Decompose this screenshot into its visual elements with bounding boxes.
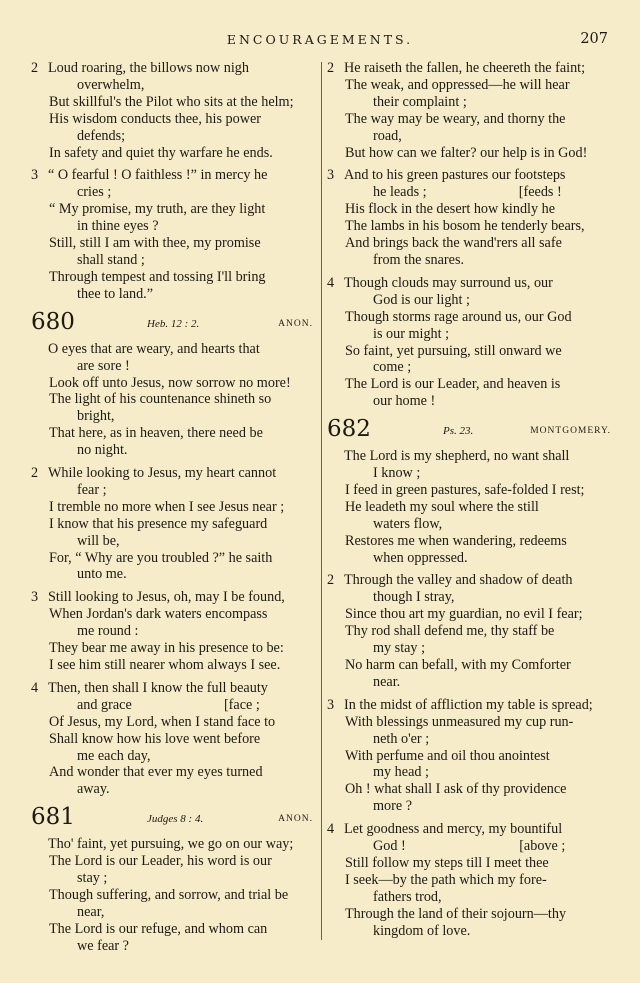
verse-line: But skillful's the Pilot who sits at the helm;: [49, 93, 294, 110]
hymn-author: ANON.: [278, 814, 313, 825]
verse-line: O eyes that are weary, and hearts that: [48, 340, 260, 357]
stanza: [327, 821, 615, 939]
stanza: [31, 465, 317, 583]
verse-line: Loud roaring, the billows now nigh: [48, 60, 249, 76]
verse-line: Let goodness and mercy, my bountiful: [344, 821, 563, 838]
verse-line: kingdom of love.: [373, 922, 471, 939]
verse-line: The way may be weary, and thorny the: [345, 110, 566, 127]
verse-line: more ?: [373, 798, 412, 815]
verse-line: is our might ;: [373, 325, 450, 342]
verse-line: fear ;: [77, 481, 107, 498]
verse-line: Though suffering, and sorrow, and trial be: [49, 886, 289, 903]
verse-line: my stay ;: [373, 640, 426, 657]
left-column: [31, 60, 317, 961]
stanza-number: 3: [327, 696, 335, 713]
verse-line: shall stand ;: [77, 251, 145, 268]
verse-line: But how can we falter? our help is in God!: [345, 144, 588, 161]
verse-line: thee to land.”: [77, 285, 154, 302]
verse-line: he leads ; [feeds !: [373, 184, 562, 201]
verse-line: He raiseth the fallen, he cheereth the faint;: [344, 60, 586, 76]
verse-line: No harm can befall, with my Comforter: [345, 657, 571, 673]
verse-line: When Jordan's dark waters encompass: [49, 606, 268, 623]
verse-line: Thy rod shall defend me, thy staff be: [345, 623, 555, 640]
verse-line: and grace [face ;: [77, 696, 260, 713]
verse-line: In the midst of affliction my table is spread;: [344, 696, 593, 713]
stanza-number: 2: [31, 60, 39, 76]
stanza-number: 2: [31, 465, 39, 482]
verse-line: Oh ! what shall I ask of thy providence: [345, 781, 567, 798]
verse-line: are sore !: [77, 357, 130, 374]
verse-line: Still looking to Jesus, oh, may I be found,: [48, 589, 285, 606]
hymn-681-text: [31, 836, 317, 954]
verse-line: His flock in the desert how kindly he: [345, 201, 556, 218]
verse-line: road,: [373, 127, 402, 144]
stanza-number: 3: [31, 589, 39, 606]
page-number: 207: [580, 31, 608, 47]
stanza: [327, 448, 615, 566]
hymn-680-heading: [31, 309, 317, 339]
verse-line: my head ;: [373, 764, 429, 781]
verse-line: God is our light ;: [373, 291, 470, 308]
verse-line: from the snares.: [373, 251, 465, 268]
stanza-number: 4: [327, 274, 335, 291]
stanza: [31, 341, 317, 459]
stanza-number: 2: [327, 572, 335, 589]
verse-line: cries ;: [77, 184, 112, 201]
verse-line: Through the land of their sojourn—thy: [345, 905, 567, 922]
verse-line: While looking to Jesus, my heart cannot: [48, 465, 277, 482]
stanza: [31, 680, 317, 798]
verse-line: Though clouds may surround us, our: [344, 274, 553, 291]
verse-line: though I stray,: [373, 589, 455, 606]
verse-line: Tho' faint, yet pursuing, we go on our way;: [48, 836, 294, 853]
scripture-reference: Ps. 23.: [443, 425, 474, 438]
verse-line: The lambs in his bosom he tenderly bears,: [345, 218, 585, 235]
verse-line: no night.: [77, 442, 128, 459]
verse-line: The light of his countenance shineth so: [49, 391, 272, 408]
verse-line: With perfume and oil thou anointest: [345, 747, 550, 764]
verse-line: our home !: [373, 393, 436, 410]
verse-line: I know that his presence my safeguard: [49, 515, 268, 532]
stanza: [327, 697, 615, 815]
verse-line: God ! [above ;: [373, 838, 566, 855]
verse-line: The Lord is my shepherd, no want shall: [344, 448, 570, 465]
hymn-number: 681: [31, 804, 75, 831]
hymn-author: ANON.: [278, 318, 313, 329]
hymn-679-continued: [31, 60, 317, 303]
verse-line: His wisdom conducts thee, his power: [49, 110, 261, 127]
verse-line: “ My promise, my truth, are they light: [49, 201, 266, 218]
verse-line: Shall know how his love went before: [49, 730, 261, 747]
verse-line: I tremble no more when I see Jesus near ;: [49, 498, 285, 515]
verse-line: They bear me away in his presence to be:: [49, 640, 284, 657]
stanza-number: 4: [327, 821, 335, 838]
verse-line: And brings back the wand'rers all safe: [345, 235, 562, 252]
verse-line: For, “ Why are you troubled ?” he saith: [49, 549, 273, 566]
right-column: [327, 60, 615, 946]
verse-line: He leadeth my soul where the still: [345, 498, 539, 515]
hymn-682-heading: [327, 416, 615, 446]
scripture-reference: Judges 8 : 4.: [147, 813, 204, 826]
verse-line: will be,: [77, 532, 120, 549]
verse-line: unto me.: [77, 566, 127, 583]
verse-line: The Lord is our Leader, his word is our: [49, 853, 272, 870]
verse-line: in thine eyes ?: [77, 218, 159, 235]
verse-line: The Lord is our refuge, and whom can: [49, 920, 268, 937]
verse-line: Still, still I am with thee, my promise: [49, 235, 261, 252]
stanza-number: 3: [31, 167, 39, 184]
stanza: [31, 836, 317, 954]
stanza-number: 2: [327, 60, 335, 76]
stanza: [327, 572, 615, 690]
verse-line: I feed in green pastures, safe-folded I rest;: [345, 481, 585, 498]
stanza: [327, 275, 615, 410]
stanza-number: 3: [327, 167, 335, 184]
verse-line: neth o'er ;: [373, 730, 430, 747]
verse-line: Through tempest and tossing I'll bring: [49, 268, 266, 285]
stanza: [327, 60, 615, 161]
hymn-682-text: [327, 448, 615, 939]
verse-line: So faint, yet pursuing, still onward we: [345, 342, 562, 359]
verse-line: I know ;: [373, 465, 421, 482]
stanza: [31, 589, 317, 674]
verse-line: come ;: [373, 359, 412, 376]
verse-line: Then, then shall I know the full beauty: [48, 679, 268, 696]
verse-line: And wonder that ever my eyes turned: [49, 764, 263, 781]
hymn-681-heading: [31, 804, 317, 834]
verse-line: we fear ?: [77, 937, 129, 954]
verse-line: their complaint ;: [373, 93, 467, 110]
verse-line: Look off unto Jesus, now sorrow no more!: [49, 374, 291, 391]
verse-line: Restores me when wandering, redeems: [345, 532, 567, 549]
verse-line: away.: [77, 781, 110, 798]
verse-line: bright,: [77, 408, 115, 425]
verse-line: I see him still nearer whom always I see.: [49, 657, 281, 673]
stanza: [327, 167, 615, 268]
scripture-reference: Heb. 12 : 2.: [147, 317, 200, 330]
verse-line: when oppressed.: [373, 549, 468, 566]
hymn-680-text: [31, 341, 317, 799]
verse-line: Through the valley and shadow of death: [344, 572, 573, 589]
verse-line: Since thou art my guardian, no evil I fear;: [345, 606, 583, 623]
verse-line: near,: [77, 903, 105, 920]
verse-line: waters flow,: [373, 515, 443, 532]
verse-line: I seek—by the path which my fore-: [345, 871, 547, 888]
verse-line: Still follow my steps till I meet thee: [345, 854, 549, 871]
verse-line: The Lord is our Leader, and heaven is: [345, 376, 561, 393]
verse-line: near.: [373, 673, 401, 690]
verse-line: Of Jesus, my Lord, when I stand face to: [49, 713, 276, 730]
verse-line: “ O fearful ! O faithless !” in mercy he: [48, 167, 268, 184]
stanza: [31, 60, 317, 161]
stanza-number: 4: [31, 679, 39, 696]
verse-line: The weak, and oppressed—he will hear: [345, 76, 570, 93]
verse-line: stay ;: [77, 870, 108, 887]
verse-line: Though storms rage around us, our God: [345, 308, 572, 325]
verse-line: overwhelm,: [77, 76, 145, 93]
verse-line: With blessings unmeasured my cup run-: [345, 713, 574, 730]
running-title: ENCOURAGEMENTS.: [226, 32, 414, 47]
hymn-author: MONTGOMERY.: [530, 426, 611, 437]
page-header: [0, 31, 640, 51]
verse-line: me round :: [77, 623, 139, 640]
column-divider: [321, 62, 322, 940]
verse-line: defends;: [77, 127, 126, 144]
verse-line: me each day,: [77, 747, 151, 764]
hymn-number: 682: [327, 416, 371, 443]
hymn-681-continued: [327, 60, 615, 410]
verse-line: In safety and quiet thy warfare he ends.: [49, 144, 273, 161]
hymn-number: 680: [31, 308, 75, 335]
verse-line: That here, as in heaven, there need be: [49, 425, 263, 442]
verse-line: And to his green pastures our footsteps: [344, 167, 566, 184]
verse-line: fathers trod,: [373, 888, 442, 905]
stanza: [31, 167, 317, 302]
